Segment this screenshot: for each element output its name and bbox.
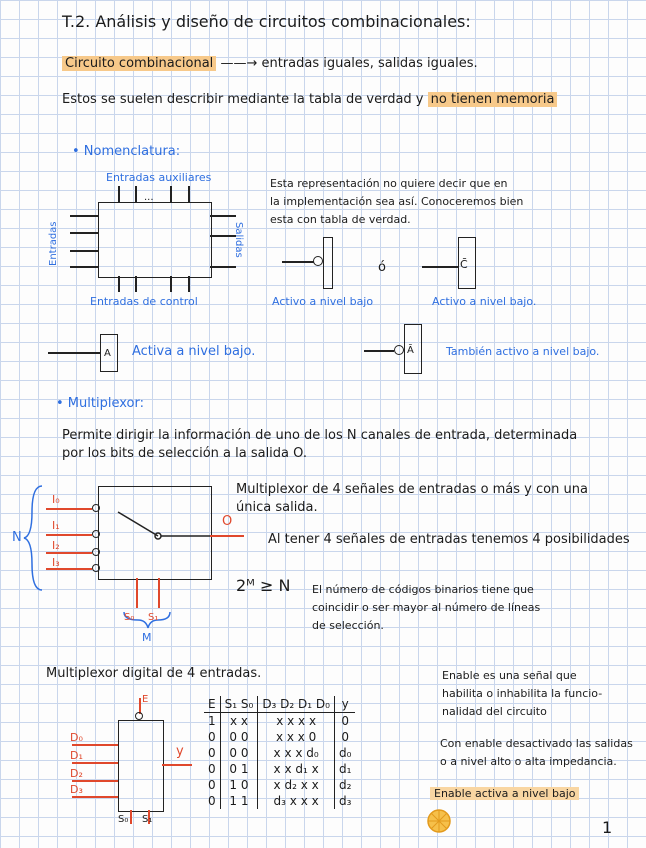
output-line — [210, 535, 244, 537]
s-label-1: S₁ — [142, 814, 153, 825]
input-bubble — [92, 530, 100, 538]
input-bubble — [92, 504, 100, 512]
memory-highlight: no tienen memoria — [428, 92, 558, 107]
arrow-text: entradas iguales, salidas iguales. — [261, 56, 478, 71]
cell: 0 0 — [220, 745, 258, 761]
cell: 1 — [208, 714, 216, 728]
arrow: ——→ — [220, 56, 262, 71]
y-line — [162, 764, 192, 766]
note-line-2: la implementación sea así. Conoceremos bien — [270, 195, 524, 208]
caption-active-low-3: Activa a nivel bajo. — [132, 344, 256, 359]
s-label-0: S₀ — [118, 814, 129, 825]
disabled-note-1: Con enable desactivado las salidas — [440, 737, 633, 750]
n-brace — [24, 486, 42, 590]
mux-desc-2: por los bits de selección a la salida O. — [62, 446, 307, 461]
cell: 0 — [208, 778, 216, 792]
input-bubble — [92, 564, 100, 572]
input-label-3: I₃ — [52, 556, 60, 569]
cell: 1 0 — [220, 777, 258, 793]
input-label-0: I₀ — [52, 493, 60, 506]
truth-table — [204, 696, 355, 809]
cell: 0 — [208, 730, 216, 744]
cell: 0 — [208, 762, 216, 776]
cell: x x x x — [258, 713, 335, 730]
table-row — [204, 729, 355, 745]
nomenclatura-heading: • Nomenclatura: — [72, 144, 181, 159]
gate-c-label: C̄ — [460, 258, 468, 271]
cell: d₀ — [334, 745, 355, 761]
cell: x x x 0 — [258, 729, 335, 745]
d-label-0: D₀ — [70, 731, 83, 744]
th-s: S₁ S₀ — [220, 696, 258, 713]
mux-text-2: Al tener 4 señales de entradas tenemos 4 posibilidades — [268, 532, 630, 547]
label-aux-inputs: Entradas auxiliares — [106, 171, 212, 184]
select-line-0 — [136, 578, 138, 608]
enable-note-2: habilita o inhabilita la funcio- — [442, 687, 603, 700]
enable-label: E — [142, 694, 149, 705]
cell: 0 — [208, 746, 216, 760]
mux-text-1: Multiplexor de 4 señales de entradas o más y con una — [236, 482, 588, 497]
input-line-0 — [46, 508, 92, 510]
d-label-2: D₂ — [70, 767, 83, 780]
s-line-0 — [130, 810, 132, 824]
d-label-1: D₁ — [70, 749, 83, 762]
cell: x x d₁ x — [258, 761, 335, 777]
gate-abar-label: Ā — [407, 345, 414, 356]
caption-active-low-4: También activo a nivel bajo. — [446, 345, 600, 358]
d-label-3: D₃ — [70, 783, 83, 796]
output-label: O — [222, 514, 233, 529]
cell: 0 — [208, 794, 216, 808]
or-text: ó — [378, 260, 386, 275]
formula: 2ᴹ ≥ N — [236, 576, 291, 595]
page-number: 1 — [602, 818, 613, 837]
label-outputs: Salidas — [233, 222, 244, 258]
n-label: N — [12, 530, 22, 545]
input-label-1: I₁ — [52, 519, 60, 532]
intro-text: Estos se suelen describir mediante la tabla de verdad y — [62, 92, 424, 107]
disabled-note-2: o a nivel alto o alta impedancia. — [440, 755, 617, 768]
mux-desc-1: Permite dirigir la información de uno de los N canales de entrada, determinada — [62, 428, 578, 443]
active-low-note — [430, 786, 579, 802]
truth-table-header — [204, 696, 355, 713]
digital-heading: Multiplexor digital de 4 entradas. — [46, 666, 262, 681]
table-row — [204, 761, 355, 777]
input-label-2: I₂ — [52, 539, 60, 552]
table-row — [204, 745, 355, 761]
m-label: M — [142, 631, 152, 644]
th-d: D₃ D₂ D₁ D₀ — [258, 696, 335, 713]
enable-note-3: nalidad del circuito — [442, 705, 547, 718]
th-y: y — [334, 696, 355, 713]
switch-arm — [118, 512, 158, 536]
label-inputs: Entradas — [48, 221, 59, 266]
caption-active-low-2: Activo a nivel bajo. — [432, 295, 537, 308]
active-low-highlight: Enable activa a nivel bajo — [430, 787, 579, 800]
cell: d₃ x x x — [258, 793, 335, 809]
cell: d₁ — [334, 761, 355, 777]
multiplexor-heading: • Multiplexor: — [56, 396, 144, 411]
cell: 1 1 — [220, 793, 258, 809]
cell: x d₂ x x — [258, 777, 335, 793]
input-line-1 — [46, 534, 92, 536]
th-e: E — [204, 696, 220, 713]
cell: d₂ — [334, 777, 355, 793]
note-line-3: esta con tabla de verdad. — [270, 213, 411, 226]
page-title: T.2. Análisis y diseño de circuitos combinacionales: — [62, 12, 471, 31]
label-control-inputs: Entradas de control — [90, 295, 198, 308]
input-bubble — [92, 548, 100, 556]
formula-note-2: coincidir o ser mayor al número de líneas — [312, 601, 541, 614]
cell: 0 1 — [220, 761, 258, 777]
mux-text-1b: única salida. — [236, 500, 318, 515]
dots: ... — [144, 192, 154, 203]
y-label: y — [176, 744, 184, 759]
note-line-1: Esta representación no quiere decir que en — [270, 177, 508, 190]
cell: 0 0 — [220, 729, 258, 745]
enable-bubble — [135, 712, 143, 720]
term-highlight: Circuito combinacional — [62, 56, 216, 71]
formula-note-3: de selección. — [312, 619, 384, 632]
table-row — [204, 777, 355, 793]
gate-a-label: A — [104, 348, 111, 359]
cell: x x — [220, 713, 258, 730]
cell: x x x d₀ — [258, 745, 335, 761]
select-label-0: S₀ — [124, 612, 135, 623]
cell: 0 — [334, 729, 355, 745]
cell: d₃ — [334, 793, 355, 809]
select-line-1 — [158, 578, 160, 608]
enable-note-1: Enable es una señal que — [442, 669, 577, 682]
cell: 0 — [334, 713, 355, 730]
formula-note-1: El número de códigos binarios tiene que — [312, 583, 534, 596]
table-row — [204, 793, 355, 809]
orange-slice-icon — [424, 806, 454, 836]
caption-active-low-1: Activo a nivel bajo — [272, 295, 374, 308]
digital-mux-block — [118, 720, 164, 812]
table-row — [204, 713, 355, 730]
select-label-1: S₁ — [148, 612, 159, 623]
